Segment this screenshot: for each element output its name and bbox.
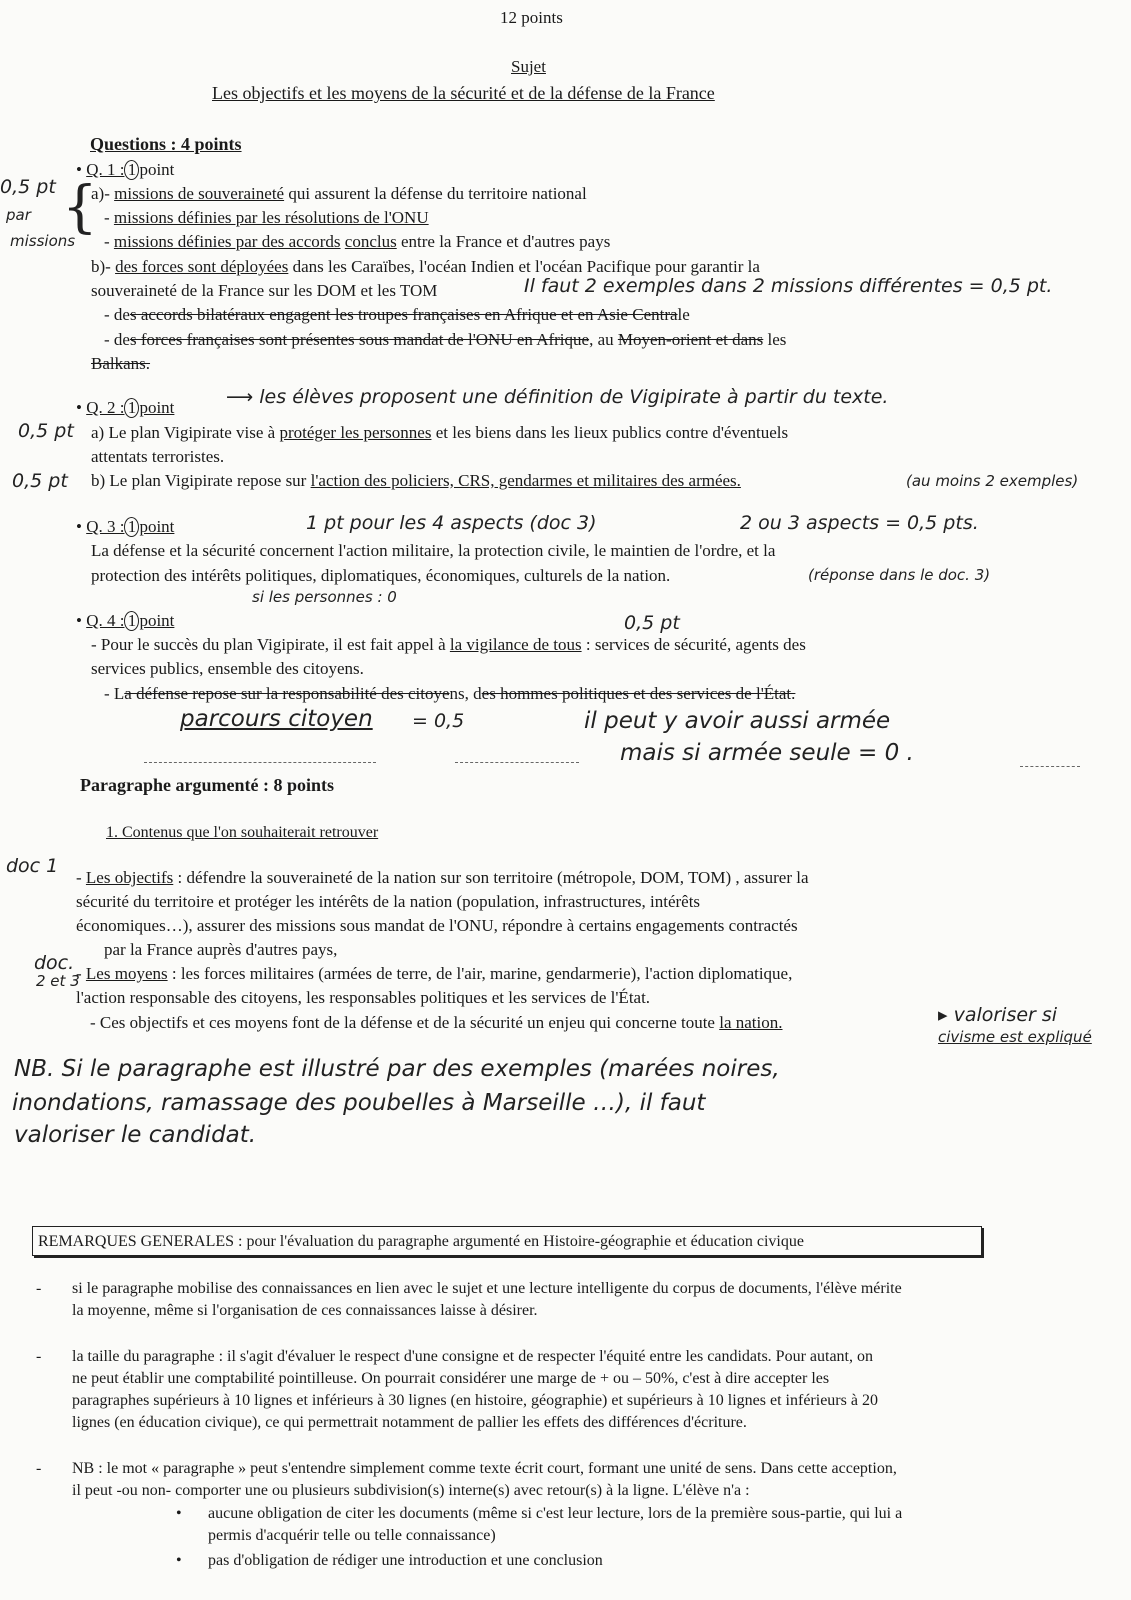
q2-b-underlined: l'action des policiers, CRS, gendarmes et militaires des armées. (310, 471, 741, 490)
q1-a2-underlined: missions définies par les résolutions de l'ONU (113, 208, 429, 227)
q1-a2: - missions définies par les résolutions de l'ONU (104, 208, 429, 227)
remark2-l3: paragraphes supérieurs à 10 lignes et inférieurs à 30 lignes (en histoire, géographie) et supérieurs à 10 lignes et inférieurs à 20 (72, 1392, 878, 1409)
hw-q2-top: ⟶ les élèves proposent une définition de Vigipirate à partir du texte. (226, 386, 889, 408)
fin-line: - Ces objectifs et ces moyens font de la défense et de la sécurité un enjeu qui concerne toute la nation. (90, 1013, 783, 1032)
dash-divider-left (144, 762, 376, 763)
q4-l3: - La défense repose sur la responsabilité des citoyens, des hommes politiques et des services de l'État. (104, 684, 796, 703)
hw-q3-2: 2 ou 3 aspects = 0,5 pts. (740, 512, 979, 534)
q2-a: a) Le plan Vigipirate vise à protéger les personnes et les biens dans les lieux publics contre d'éventuels (91, 423, 789, 442)
arrow-bullet-icon: ▸ (938, 1004, 954, 1026)
points-total: 12 points (500, 8, 563, 27)
hw-q1-missions: missions (10, 232, 76, 250)
hw-nb1: NB. Si le paragraphe est illustré par des exemples (marées noires, (14, 1056, 780, 1082)
q2-header: • Q. 2 : 1 point (76, 398, 175, 417)
remark2-l2: ne peut établir une comptabilité pointilleuse. On pourrait considérer une marge de + ou – 50%, c'est à dire accepter les (72, 1370, 830, 1387)
q1-b4: - des forces françaises sont présentes sous mandat de l'ONU en Afrique, au Moyen-orient et dans les (104, 330, 787, 349)
q4-circle: 1 (124, 611, 139, 631)
obj-l2: sécurité du territoire et protéger les intérêts de la nation (population, infrastructures, intérêts (76, 892, 701, 911)
bullet1-l2: permis d'acquérir telle ou telle connaissance) (208, 1527, 496, 1544)
q3-circle: 1 (124, 517, 139, 537)
remark2-l1: la taille du paragraphe : il s'agit d'évaluer le respect d'une consigne et de respecter l'équité entre les candidats. Pour autant, on (72, 1348, 873, 1365)
q2-label: Q. 2 : (86, 398, 125, 417)
dash-divider-right (1020, 766, 1080, 767)
q4-l1-underlined: la vigilance de tous (449, 635, 582, 654)
hw-q2a-score: 0,5 pt (18, 420, 74, 442)
q1-a1-underlined: missions de souveraineté (114, 184, 285, 203)
hw-nb2: inondations, ramassage des poubelles à Marseille …), il faut (12, 1090, 706, 1116)
remark2-l4: lignes (en éducation civique), ce qui permettrait notamment de pallier les effets des différences d'écriture. (72, 1414, 747, 1431)
q1-a3: - missions définies par des accords conclus entre la France et d'autres pays (104, 232, 611, 251)
q1-a1: a)- missions de souveraineté qui assurent la défense du territoire national (91, 184, 587, 203)
q2-b: b) Le plan Vigipirate repose sur l'action des policiers, CRS, gendarmes et militaires des armées. (91, 471, 741, 490)
fin-underlined: la nation. (719, 1013, 783, 1032)
moy-label: Les moyens (85, 964, 168, 983)
q4-l1: - Pour le succès du plan Vigipirate, il est fait appel à la vigilance de tous : services de sécurité, agents des (91, 635, 806, 654)
brace-icon: { (62, 175, 98, 240)
q4-l2: services publics, ensemble des citoyens. (91, 659, 364, 678)
remark-dash-1: - (36, 1280, 42, 1297)
obj-label: Les objectifs (85, 868, 174, 887)
hw-q2b-score: 0,5 pt (12, 470, 68, 492)
hw-parcours: parcours citoyen (180, 706, 373, 732)
hw-q3-1: 1 pt pour les 4 aspects (doc 3) (306, 512, 597, 534)
moy-l1: - Les moyens : les forces militaires (armées de terre, de l'air, marine, gendarmerie), l'action diplomatique, (76, 964, 793, 983)
remark1-l1: si le paragraphe mobilise des connaissances en lien avec le sujet et une lecture intelligente du corpus de documents, l'élève mérite (72, 1280, 902, 1297)
paragraph-heading: Paragraphe argumenté : 8 points (80, 775, 334, 795)
q1-label: Q. 1 : (86, 160, 125, 179)
hw-nb3: valoriser le candidat. (14, 1122, 257, 1148)
q4-header: • Q. 4 : 1 point (76, 611, 175, 630)
hw-mais: mais si armée seule = 0 . (620, 740, 914, 766)
q3-l2: protection des intérêts politiques, diplomatiques, économiques, culturels de la nation. (91, 566, 671, 585)
hw-aussi: il peut y avoir aussi armée (584, 708, 891, 734)
q1-b3: - des accords bilatéraux engagent les troupes françaises en Afrique et en Asie Centrale (104, 305, 690, 324)
hw-q3-4: si les personnes : 0 (252, 588, 397, 606)
moy-l2: l'action responsable des citoyens, les responsables politiques et les services de l'État. (76, 988, 651, 1007)
hw-q4-05pt: 0,5 pt (624, 612, 680, 634)
hw-q3-3: (réponse dans le doc. 3) (808, 566, 991, 584)
bullet-icon: • (176, 1552, 182, 1569)
q3-label: Q. 3 : (86, 517, 125, 536)
hw-doc23-a: doc. (34, 952, 75, 974)
obj-l1: - Les objectifs : défendre la souveraineté de la nation sur son territoire (métropole, DOM, TOM) , assurer la (76, 868, 809, 887)
remark3-l1: NB : le mot « paragraphe » peut s'entendre simplement comme texte écrit court, formant une unité de sens. Dans cette acception, (72, 1460, 897, 1477)
q1-b1-underlined: des forces sont déployées (115, 257, 289, 276)
q2-a2: attentats terroristes. (91, 447, 225, 466)
q4-label: Q. 4 : (86, 611, 125, 630)
q1-circle: 1 (124, 160, 139, 180)
remark-dash-2: - (36, 1348, 42, 1365)
page-title: Les objectifs et les moyens de la sécurité et de la défense de la France (212, 83, 715, 103)
dash-divider-mid (455, 762, 579, 763)
paragraph-sub: 1. Contenus que l'on souhaiterait retrouver (106, 824, 379, 841)
obj-l4: par la France auprès d'autres pays, (104, 940, 338, 959)
questions-heading-text: Questions : 4 points (90, 134, 242, 154)
hw-doc1: doc 1 (6, 855, 59, 877)
questions-heading (90, 133, 242, 156)
q2-point: point (139, 398, 175, 417)
q3-l1: La défense et la sécurité concernent l'action militaire, la protection civile, le maintien de l'ordre, et la (91, 541, 776, 560)
bullet-icon: • (176, 1505, 182, 1522)
remark1-l2: la moyenne, même si l'organisation de ces connaissances laisse à désirer. (72, 1302, 538, 1319)
remark3-l2: il peut -ou non- comporter une ou plusieurs subdivision(s) interne(s) avec retour(s) à la ligne. L'élève n'a : (72, 1482, 750, 1499)
q4-point: point (139, 611, 175, 630)
hw-q1b-note: Il faut 2 exemples dans 2 missions différentes = 0,5 pt. (524, 275, 1053, 297)
q2-a-underlined: protéger les personnes (279, 423, 432, 442)
bullet2-l1: pas d'obligation de rédiger une introduction et une conclusion (208, 1552, 603, 1569)
hw-val1: ▸ valoriser si (938, 1004, 1058, 1026)
obj-l3: économiques…), assurer des missions sous mandat de l'ONU, répondre à certains engagements contractés (76, 916, 798, 935)
q2-circle: 1 (124, 398, 139, 418)
q3-point: point (139, 517, 175, 536)
hw-eq05: = 0,5 (412, 710, 465, 732)
bullet1-l1: aucune obligation de citer les documents (même si c'est leur lecture, lors de la première sous-partie, qui lui a (208, 1505, 903, 1522)
arrow-right-icon: ⟶ (226, 386, 260, 408)
hw-doc23-b: 2 et 3 (36, 972, 80, 990)
q1-b2: souveraineté de la France sur les DOM et les TOM (91, 281, 438, 300)
hw-val2: civisme est expliqué (938, 1028, 1092, 1046)
remarks-heading: REMARQUES GENERALES : pour l'évaluation du paragraphe argumenté en Histoire-géographie et éducation civique (38, 1233, 804, 1250)
sujet-label: Sujet (511, 57, 546, 76)
q1-point: point (139, 160, 175, 179)
q1-header: • Q. 1 : 1 point (76, 160, 175, 179)
q1-b5: Balkans. (91, 354, 151, 373)
q3-header: • Q. 3 : 1 point (76, 517, 175, 536)
hw-q2b-note: (au moins 2 exemples) (906, 472, 1079, 490)
q1-b1: b)- des forces sont déployées dans les Caraïbes, l'océan Indien et l'océan Pacifique pour garantir la (91, 257, 760, 276)
hw-q1-05pt: 0,5 pt (0, 176, 56, 198)
remark-dash-3: - (36, 1460, 42, 1477)
hw-q1-par: par (6, 206, 31, 224)
